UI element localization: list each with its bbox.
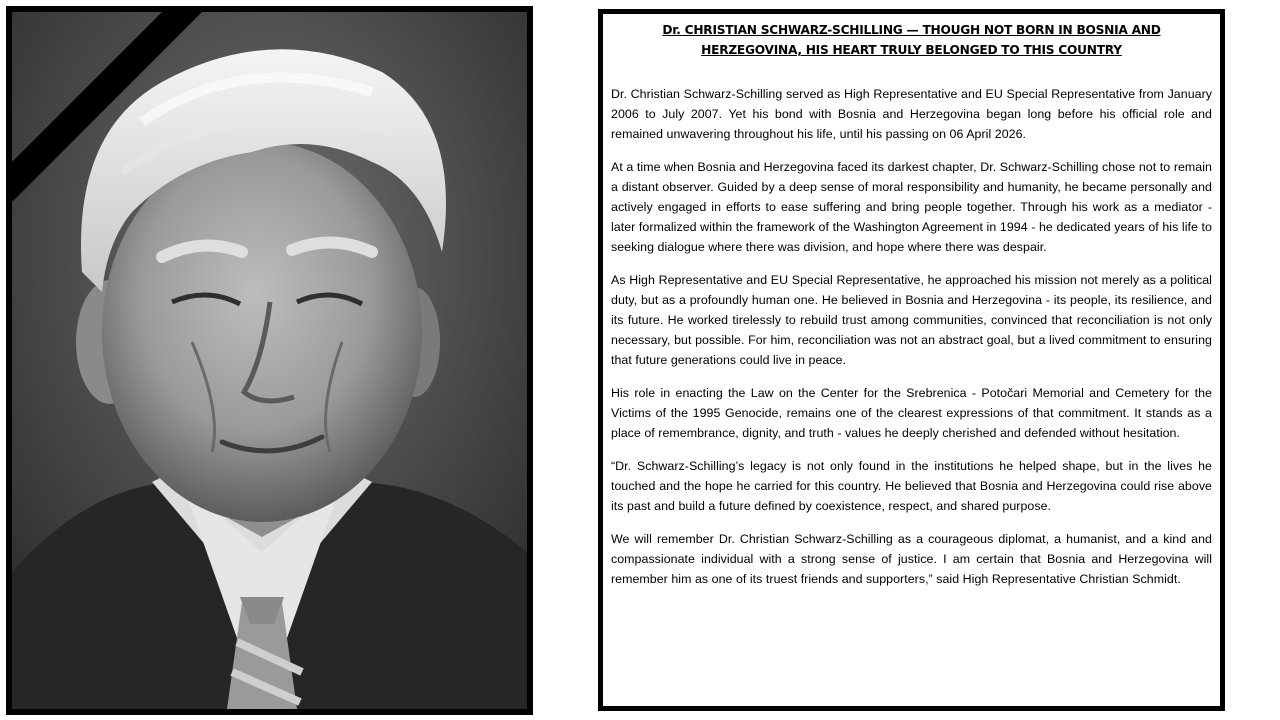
article-title: Dr. CHRISTIAN SCHWARZ-SCHILLING — THOUGH NOT BORN IN BOSNIA AND HERZEGOVINA, HIS HEART TRULY BELONGED TO THIS COUNTRY bbox=[662, 23, 1161, 57]
paragraph-3: As High Representative and EU Special Representative, he approached his mission not merely as a political duty, but as a profoundly human one. He believed in Bosnia and Herzegovina - its people, its resilience, and its future. He worked tirelessly to rebuild trust among communities, convinced that reconciliation is not only necessary, but possible. For him, reconciliation was not an abstract goal, but a lived commitment to ensuring that future generations could live in peace. bbox=[611, 273, 1212, 367]
paragraph-5: “Dr. Schwarz-Schilling’s legacy is not only found in the institutions he helped shape, but in the lives he touched and the hope he carried for this country. He believed that Bosnia and Herzegovina could rise above its past and build a future defined by coexistence, respect, and shared purpose. bbox=[611, 459, 1212, 513]
paragraph-2: At a time when Bosnia and Herzegovina faced its darkest chapter, Dr. Schwarz-Schilling chose not to remain a distant observer. Guided by a deep sense of moral responsibility and humanity, he became personally and actively engaged in efforts to ease suffering and bring people together. Through his work as a mediator - later formalized within the framework of the Washington Agreement in 1994 - he dedicated years of his life to seeking dialogue where there was division, and hope where there was despair. bbox=[611, 160, 1212, 254]
paragraph-4: His role in enacting the Law on the Center for the Srebrenica - Potočari Memorial and Cemetery for the Victims of the 1995 Genocide, remains one of the clearest expressions of that commitment. It stands as a place of remembrance, dignity, and truth - values he deeply cherished and defended without hesitation. bbox=[611, 386, 1212, 440]
paragraph-1: Dr. Christian Schwarz-Schilling served as High Representative and EU Special Representative from January 2006 to July 2007. Yet his bond with Bosnia and Herzegovina began long before his official role and remained unwavering throughout his life, until his passing on 06 April 2026. bbox=[611, 87, 1212, 141]
paragraph-6: We will remember Dr. Christian Schwarz-Schilling as a courageous diplomat, a humanist, and a kind and compassionate individual with a strong sense of justice. I am certain that Bosnia and Herzegovina will remember him as one of its truest friends and supporters,” said High Representative Christian Schmidt. bbox=[611, 532, 1212, 586]
portrait-illustration bbox=[12, 12, 527, 709]
tribute-article bbox=[598, 9, 1225, 711]
portrait-photo bbox=[6, 6, 533, 715]
